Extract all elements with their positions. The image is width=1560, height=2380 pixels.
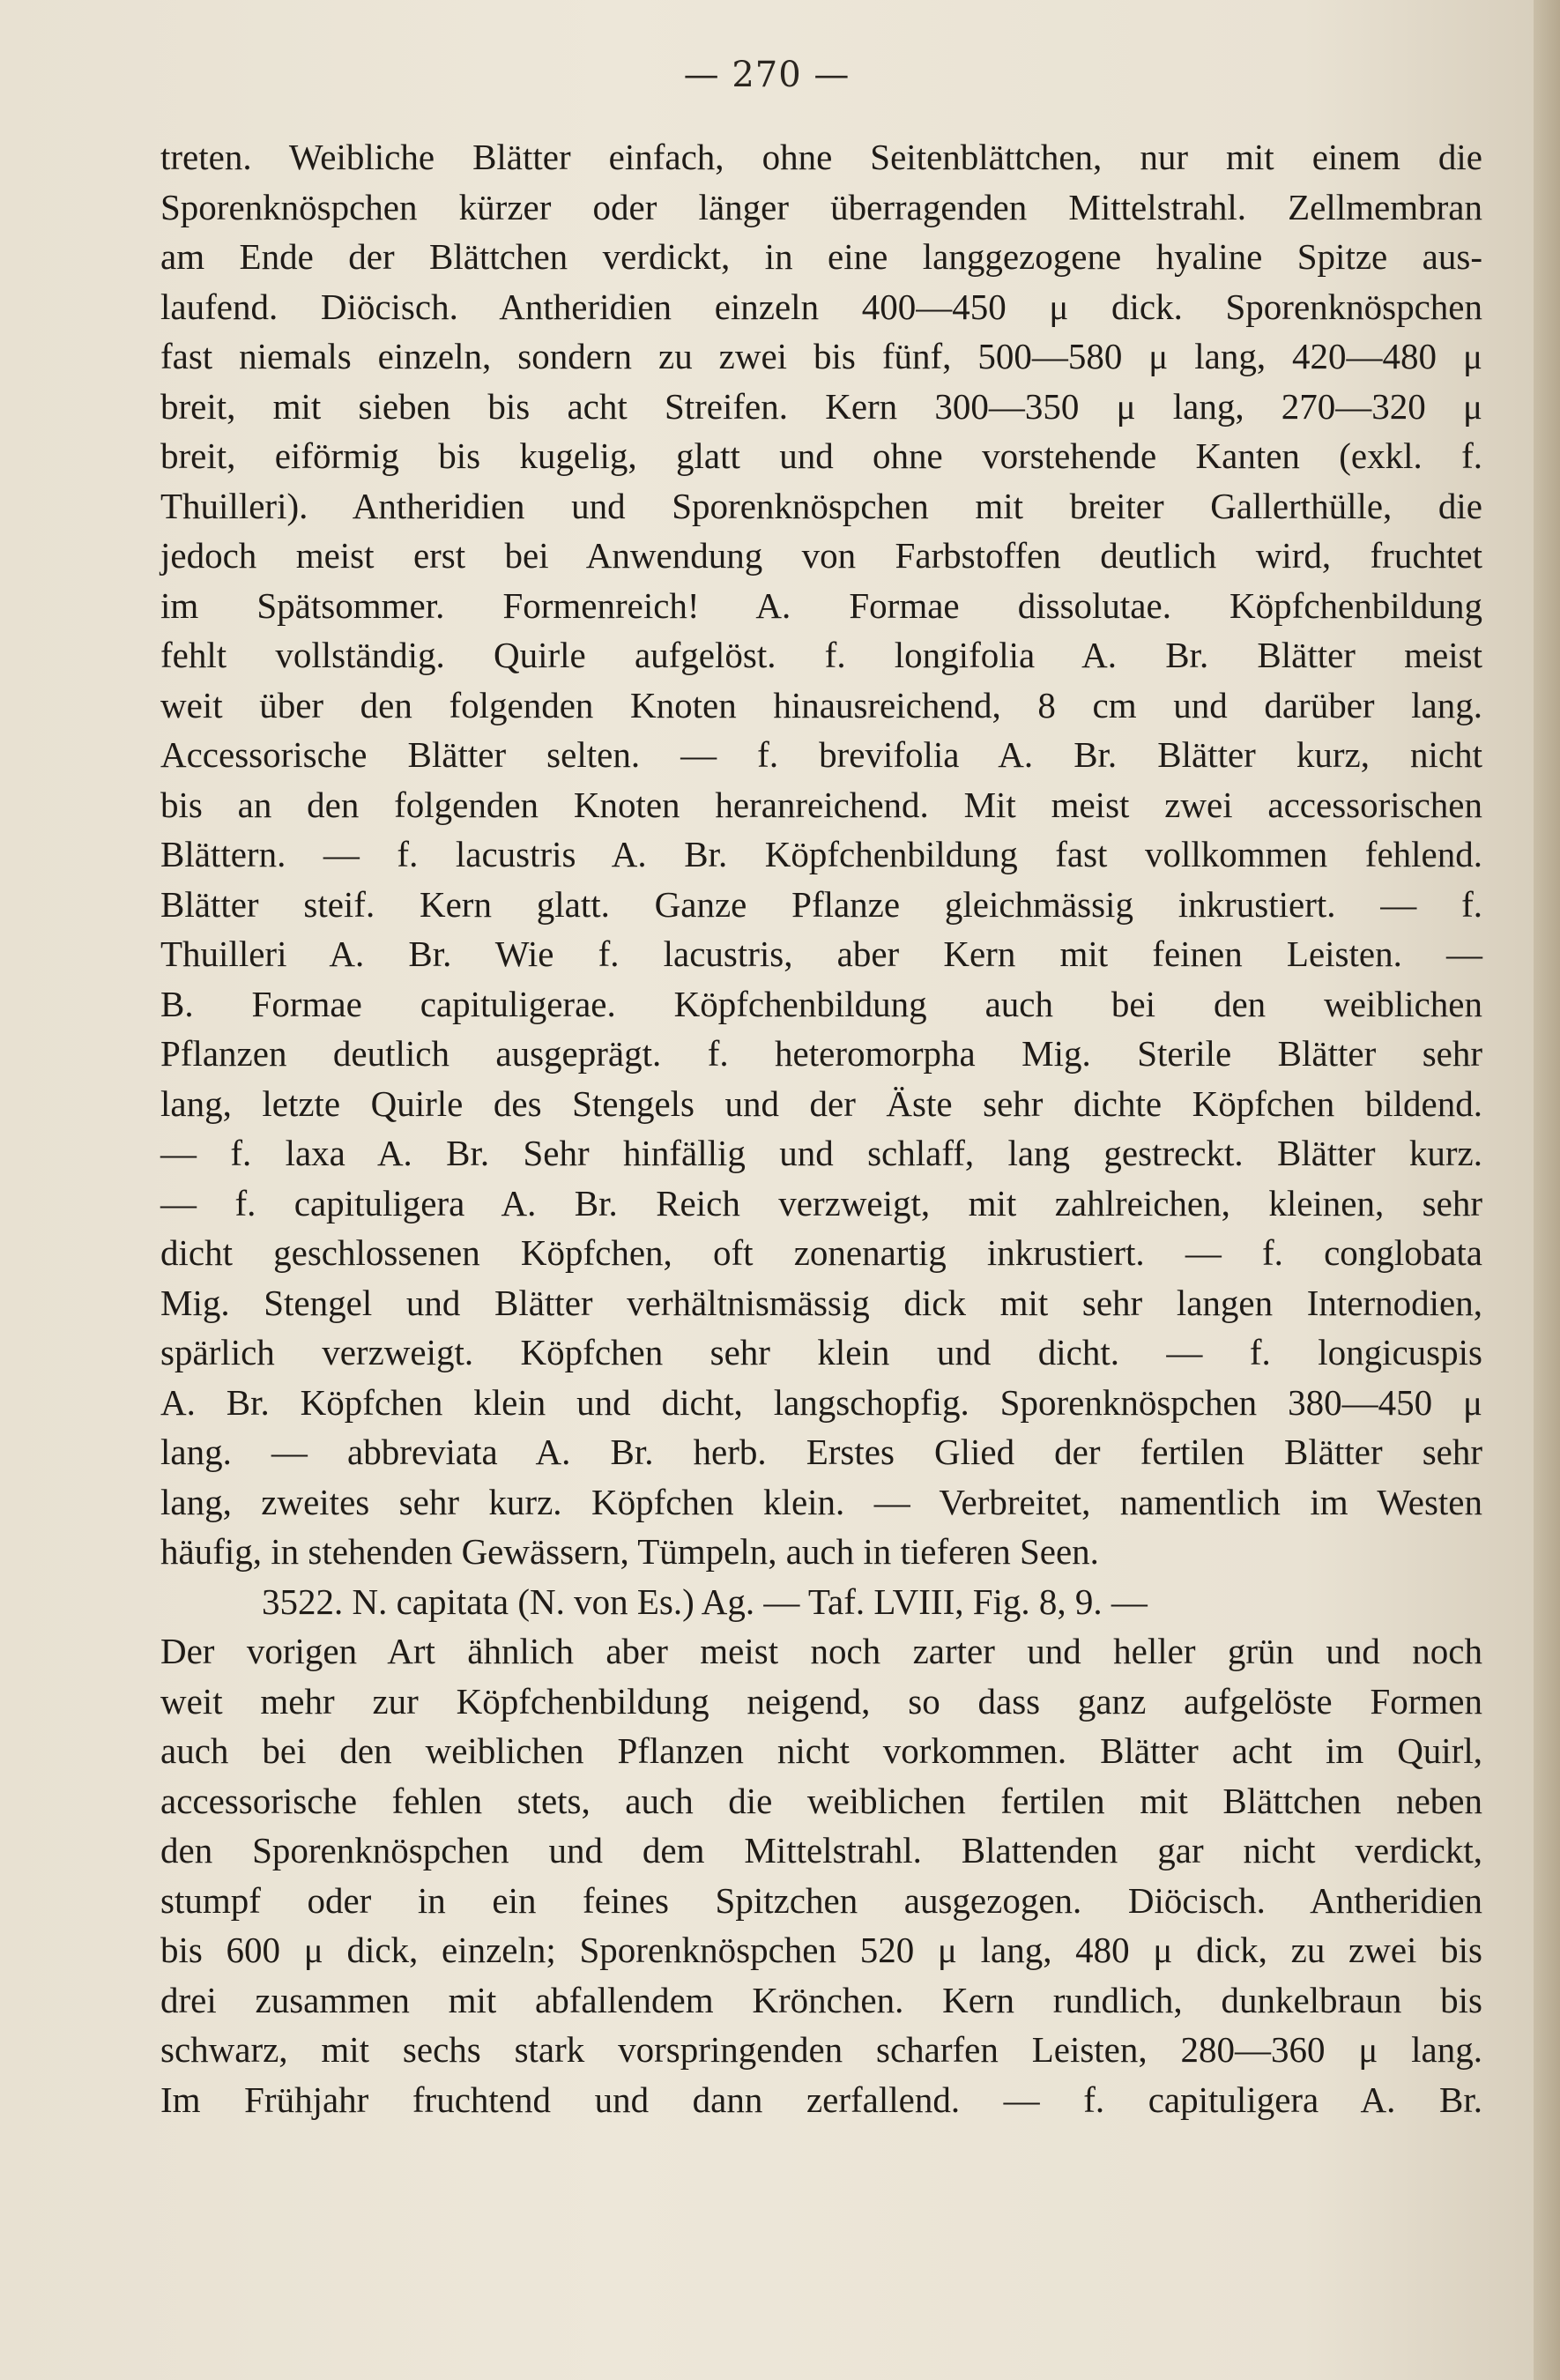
text-line: weit über den folgenden Knoten hinausreichend, 8 cm und darüber lang.	[160, 684, 1482, 725]
text-line: am Ende der Blättchen verdickt, in eine langgezogene hyaline Spitze aus-	[160, 236, 1482, 277]
text-line: Der vorigen Art ähnlich aber meist noch zarter und heller grün und noch	[160, 1631, 1482, 1671]
text-line: bis 600 μ dick, einzeln; Sporenknöspchen 520 μ lang, 480 μ dick, zu zwei bis	[160, 1930, 1482, 1970]
text-line: auch bei den weiblichen Pflanzen nicht vorkommen. Blätter acht im Quirl,	[160, 1730, 1482, 1771]
text-line: lang, zweites sehr kurz. Köpfchen klein. — Verbreitet, namentlich im Westen	[160, 1481, 1482, 1522]
text-line: Sporenknöspchen kürzer oder länger überragenden Mittelstrahl. Zellmembran	[160, 186, 1482, 227]
text-line: Mig. Stengel und Blätter verhältnismässig dick mit sehr langen Internodien,	[160, 1282, 1482, 1323]
page-edge	[1534, 0, 1560, 2380]
text-line: im Spätsommer. Formenreich! A. Formae dissolutae. Köpfchenbildung	[160, 584, 1482, 626]
text-line: Blätter steif. Kern glatt. Ganze Pflanze gleichmässig inkrustiert. — f.	[160, 883, 1482, 925]
text-line: lang, letzte Quirle des Stengels und der Äste sehr dichte Köpfchen bildend.	[160, 1082, 1482, 1124]
text-line: B. Formae capituligerae. Köpfchenbildung auch bei den weiblichen	[160, 983, 1482, 1024]
text-line: den Sporenknöspchen und dem Mittelstrahl. Blattenden gar nicht verdickt,	[160, 1830, 1482, 1871]
text-line: weit mehr zur Köpfchenbildung neigend, so dass ganz aufgelöste Formen	[160, 1680, 1482, 1722]
text-line: stumpf oder in ein feines Spitzchen ausgezogen. Diöcisch. Antheridien	[160, 1879, 1482, 1921]
text-line: schwarz, mit sechs stark vorspringenden scharfen Leisten, 280—360 μ lang.	[160, 2029, 1482, 2070]
text-line: Pflanzen deutlich ausgeprägt. f. heteromorpha Mig. Sterile Blätter sehr	[160, 1033, 1482, 1074]
text-line: fehlt vollständig. Quirle aufgelöst. f. longifolia A. Br. Blätter meist	[160, 635, 1482, 675]
text-line: Im Frühjahr fruchtend und dann zerfallend. — f. capituligera A. Br.	[160, 2079, 1482, 2120]
text-line: breit, mit sieben bis acht Streifen. Kern 300—350 μ lang, 270—320 μ	[160, 385, 1482, 427]
text-line: A. Br. Köpfchen klein und dicht, langschopfig. Sporenknöspchen 380—450 μ	[160, 1381, 1482, 1423]
page-number: — 270 —	[683, 55, 851, 95]
text-line: häufig, in stehenden Gewässern, Tümpeln, auch in tieferen Seen.	[160, 1531, 1099, 1572]
text-line: accessorische fehlen stets, auch die weiblichen fertilen mit Blättchen neben	[160, 1780, 1482, 1821]
text-line: laufend. Diöcisch. Antheridien einzeln 400—450 μ dick. Sporenknöspchen	[160, 286, 1482, 327]
text-line: Thuilleri A. Br. Wie f. lacustris, aber Kern mit feinen Leisten. —	[160, 933, 1482, 974]
text-line: lang. — abbreviata A. Br. herb. Erstes Glied der fertilen Blätter sehr	[160, 1432, 1482, 1472]
text-line: breit, eiförmig bis kugelig, glatt und ohne vorstehende Kanten (exkl. f.	[160, 435, 1482, 476]
text-line: Thuilleri). Antheridien und Sporenknöspchen mit breiter Gallerthülle, die	[160, 485, 1482, 526]
text-line: Accessorische Blätter selten. — f. brevifolia A. Br. Blätter kurz, nicht	[160, 734, 1482, 775]
text-line: fast niemals einzeln, sondern zu zwei bis fünf, 500—580 μ lang, 420—480 μ	[160, 336, 1482, 376]
text-line: — f. laxa A. Br. Sehr hinfällig und schlaff, lang gestreckt. Blätter kurz.	[160, 1133, 1482, 1173]
text-line: drei zusammen mit abfallendem Krönchen. Kern rundlich, dunkelbraun bis	[160, 1979, 1482, 2020]
text-line: treten. Weibliche Blätter einfach, ohne Seitenblättchen, nur mit einem die	[160, 137, 1482, 177]
text-line: dicht geschlossenen Köpfchen, oft zonenartig inkrustiert. — f. conglobata	[160, 1232, 1482, 1273]
text-line: — f. capituligera A. Br. Reich verzweigt, mit zahlreichen, kleinen, sehr	[160, 1182, 1482, 1223]
text-line: bis an den folgenden Knoten heranreichend. Mit meist zwei accessorischen	[160, 784, 1482, 825]
text-line: 3522. N. capitata (N. von Es.) Ag. — Taf. LVIII, Fig. 8, 9. —	[262, 1580, 1148, 1622]
text-line: Blättern. — f. lacustris A. Br. Köpfchenbildung fast vollkommen fehlend.	[160, 834, 1482, 874]
text-line: jedoch meist erst bei Anwendung von Farbstoffen deutlich wird, fruchtet	[160, 535, 1482, 576]
body-text	[160, 132, 1482, 2124]
text-line: spärlich verzweigt. Köpfchen sehr klein und dicht. — f. longicuspis	[160, 1332, 1482, 1372]
